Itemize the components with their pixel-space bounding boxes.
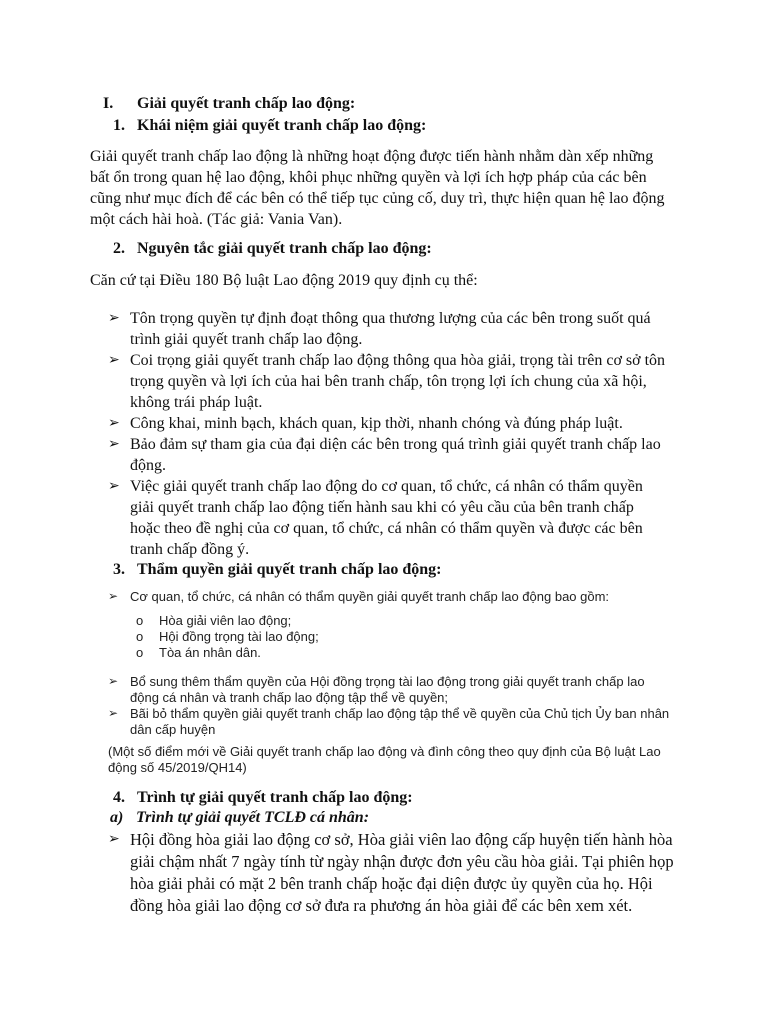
circle-bullet-icon: o [136,629,144,644]
list-item [108,476,698,560]
list-item-line: giải quyết tranh chấp lao động tiến hành sau khi có yêu cầu của bên tranh chấp [130,499,634,516]
authority-sub-list [136,613,319,661]
list-item-line: tranh chấp đồng ý. [130,541,250,558]
principles-intro: Căn cứ tại Điều 180 Bộ luật Lao động 2019 quy định cụ thể: [90,272,478,289]
paragraph-line: Giải quyết tranh chấp lao động là những hoạt động được tiến hành nhằm dàn xếp những [90,148,654,165]
list-item [108,706,708,738]
arrow-bullet-icon: ➢ [108,674,119,688]
list-item-line: trình giải quyết tranh chấp lao động. [130,331,363,348]
list-item-line: hoặc theo đề nghị của cơ quan, tổ chức, cá nhân có thẩm quyền và được các bên [130,520,643,537]
circle-bullet-icon: o [136,613,144,628]
list-item-line: Coi trọng giải quyết tranh chấp lao động thông qua hòa giải, trọng tài trên cơ sở tôn [130,352,666,369]
list-item-line: dân cấp huyện [130,722,216,737]
section-title: Giải quyết tranh chấp lao động: [137,95,356,112]
subsection-heading-1 [113,116,426,136]
authority-lead-item [108,589,609,605]
paragraph-line: một cách hài hoà. (Tác giả: Vania Van). [90,211,343,228]
arrow-bullet-icon: ➢ [108,416,120,431]
subsection-number: 4. [113,789,125,806]
circle-bullet-icon: o [136,645,144,660]
list-item [108,674,708,706]
subsection-number: 1. [113,117,125,134]
paragraph-line: bất ổn trong quan hệ lao động, khôi phục những quyền và lợi ích hợp pháp của các bên [90,169,647,186]
list-item-line: giải chậm nhất 7 ngày tính từ ngày nhận được đơn yêu cầu hòa giải. Tại phiên họp [130,852,674,871]
list-item-line: Hội đồng hòa giải lao động cơ sở, Hòa giải viên lao động cấp huyện tiến hành hòa [130,830,673,849]
list-item [108,308,698,350]
note-line: (Một số điểm mới về Giải quyết tranh chấp lao động và đình công theo quy định của Bộ luật Lao [108,744,661,759]
subsection-heading-3 [113,560,442,580]
arrow-bullet-icon: ➢ [108,353,120,368]
arrow-bullet-icon: ➢ [108,479,120,494]
arrow-bullet-icon: ➢ [108,311,120,326]
list-item-line: hòa giải phải có mặt 2 bên tranh chấp hoặc đại diện được ủy quyền của họ. Hội [130,874,653,893]
list-item-line: không trái pháp luật. [130,394,263,411]
authority-changes-list [108,674,708,738]
list-item-line: Bổ sung thêm thẩm quyền của Hội đồng trọng tài lao động trong giải quyết tranh chấp lao [130,674,645,689]
arrow-bullet-icon: ➢ [108,589,119,603]
section-number: I. [103,95,114,112]
list-item [108,413,698,434]
list-item-line: đồng hòa giải lao động cơ sở đưa ra phương án hòa giải để các bên xem xét. [130,896,633,915]
item-letter: a) [110,809,124,826]
subsection-number: 3. [113,561,125,578]
source-note [108,744,708,776]
list-item-line: Việc giải quyết tranh chấp lao động do cơ quan, tổ chức, cá nhân có thẩm quyền [130,478,643,495]
definition-paragraph [90,146,690,230]
arrow-bullet-icon: ➢ [108,437,120,452]
list-item-line: Bảo đảm sự tham gia của đại diện các bên trong quá trình giải quyết tranh chấp lao [130,436,661,453]
subsection-title: Thẩm quyền giải quyết tranh chấp lao động: [137,561,442,578]
list-item-line: Công khai, minh bạch, khách quan, kịp thời, nhanh chóng và đúng pháp luật. [130,415,623,432]
list-item [108,829,708,917]
procedure-title: Trình tự giải quyết TCLĐ cá nhân: [136,809,370,826]
sub-list-item [136,613,319,629]
list-item [108,434,698,476]
sub-list-label: Hội đồng trọng tài lao động; [159,629,319,644]
principles-list [108,308,698,560]
subsection-heading-4 [113,788,413,808]
section-heading-1 [103,94,355,114]
note-line: động số 45/2019/QH14) [108,760,247,775]
sub-list-label: Tòa án nhân dân. [159,645,261,660]
sub-list-label: Hòa giải viên lao động; [159,613,292,628]
list-item-line: Cơ quan, tổ chức, cá nhân có thẩm quyền giải quyết tranh chấp lao động bao gồm: [130,589,610,604]
procedure-heading-a [110,808,369,828]
subsection-title: Khái niệm giải quyết tranh chấp lao động: [137,117,427,134]
subsection-title: Nguyên tắc giải quyết tranh chấp lao động: [137,240,432,257]
subsection-heading-2 [113,239,432,259]
list-item-line: động. [130,457,166,474]
sub-list-item [136,629,319,645]
procedure-list [108,829,708,917]
arrow-bullet-icon: ➢ [108,706,119,720]
paragraph-line: cũng như mục đích để các bên có thể tiếp tục củng cố, duy trì, thực hiện quan hệ lao động [90,190,665,207]
subsection-number: 2. [113,240,125,257]
sub-list-item [136,645,319,661]
list-item [108,350,698,413]
list-item-line: động cá nhân và tranh chấp lao động tập thể về quyền; [130,690,449,705]
arrow-bullet-icon: ➢ [108,832,120,847]
list-item-line: Tôn trọng quyền tự định đoạt thông qua thương lượng của các bên trong suốt quá [130,310,651,327]
subsection-title: Trình tự giải quyết tranh chấp lao động: [137,789,413,806]
list-item-line: trọng quyền và lợi ích của hai bên tranh chấp, tôn trọng lợi ích chung của xã hội, [130,373,647,390]
list-item-line: Bãi bỏ thẩm quyền giải quyết tranh chấp lao động tập thể về quyền của Chủ tịch Ủy ban nhân [130,706,670,721]
